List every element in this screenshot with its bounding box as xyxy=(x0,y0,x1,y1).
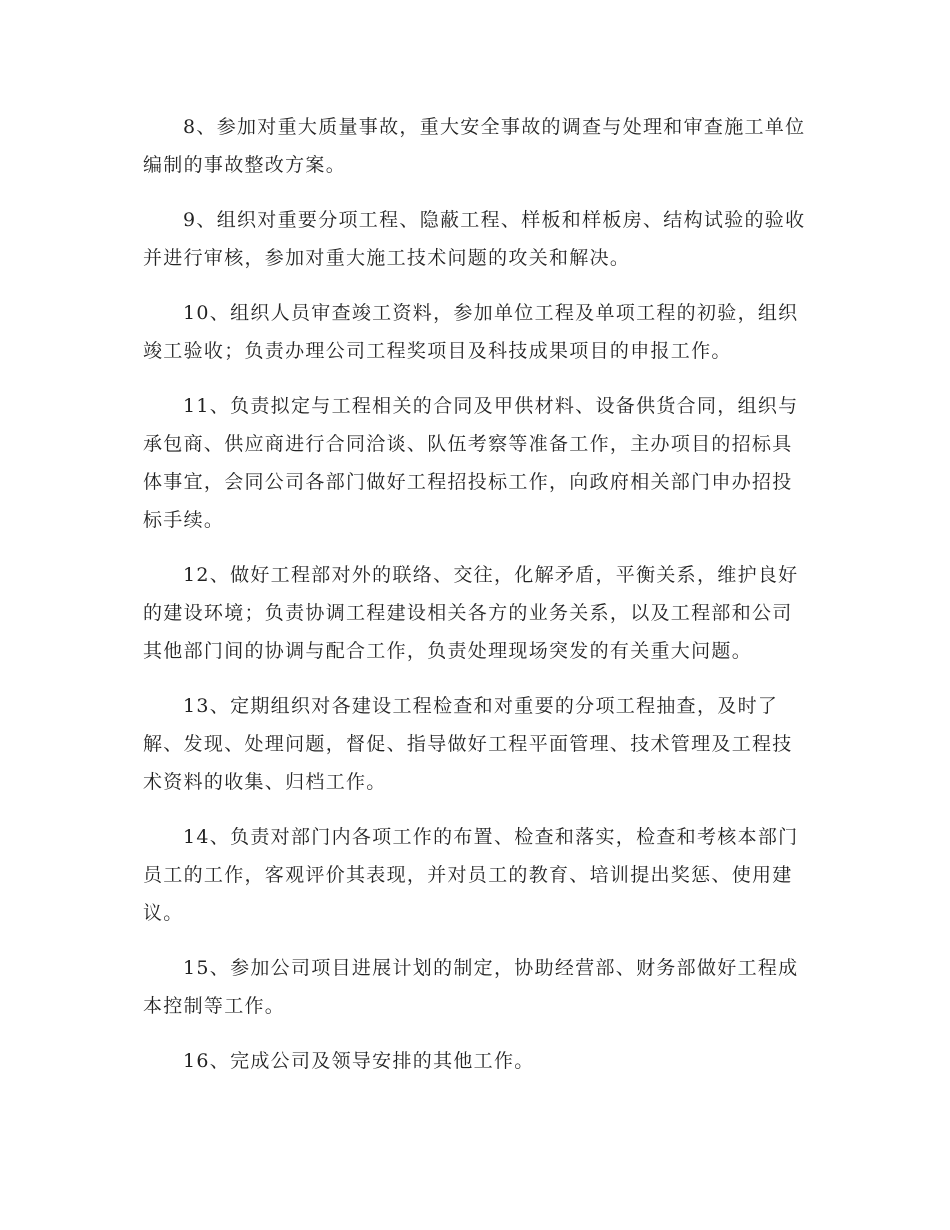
paragraph-item-14: 14、负责对部门内各项工作的布置、检查和落实，检查和考核本部门员工的工作，客观评价其表现，并对员工的教育、培训提出奖惩、使用建议。 xyxy=(143,826,799,924)
paragraph-item-16: 16、完成公司及领导安排的其他工作。 xyxy=(183,1050,535,1072)
paragraph-item-13: 13、定期组织对各建设工程检查和对重要的分项工程抽查，及时了解、发现、处理问题，督促、指导做好工程平面管理、技术管理及工程技术资料的收集、归档工作。 xyxy=(143,695,793,793)
document-body xyxy=(143,108,808,1097)
paragraph-item-12: 12、做好工程部对外的联络、交往，化解矛盾，平衡关系，维护良好的建设环境；负责协调工程建设相关各方的业务关系，以及工程部和公司其他部门间的协调与配合工作，负责处理现场突发的有关重大问题。 xyxy=(143,564,799,662)
paragraph-item-8: 8、参加对重大质量事故，重大安全事故的调查与处理和审查施工单位编制的事故整改方案。 xyxy=(143,116,806,176)
paragraph-item-9: 9、组织对重要分项工程、隐蔽工程、样板和样板房、结构试验的验收并进行审核，参加对重大施工技术问题的攻关和解决。 xyxy=(143,209,806,269)
paragraph-item-11: 11、负责拟定与工程相关的合同及甲供材料、设备供货合同，组织与承包商、供应商进行合同洽谈、队伍考察等准备工作，主办项目的招标具体事宜，会同公司各部门做好工程招投标工作，向政府相关部门申办招投标手续。 xyxy=(143,395,799,531)
paragraph-item-10: 10、组织人员审查竣工资料，参加单位工程及单项工程的初验，组织竣工验收；负责办理公司工程奖项目及科技成果项目的申报工作。 xyxy=(143,302,799,362)
paragraph-item-15: 15、参加公司项目进展计划的制定，协助经营部、财务部做好工程成本控制等工作。 xyxy=(143,957,799,1017)
